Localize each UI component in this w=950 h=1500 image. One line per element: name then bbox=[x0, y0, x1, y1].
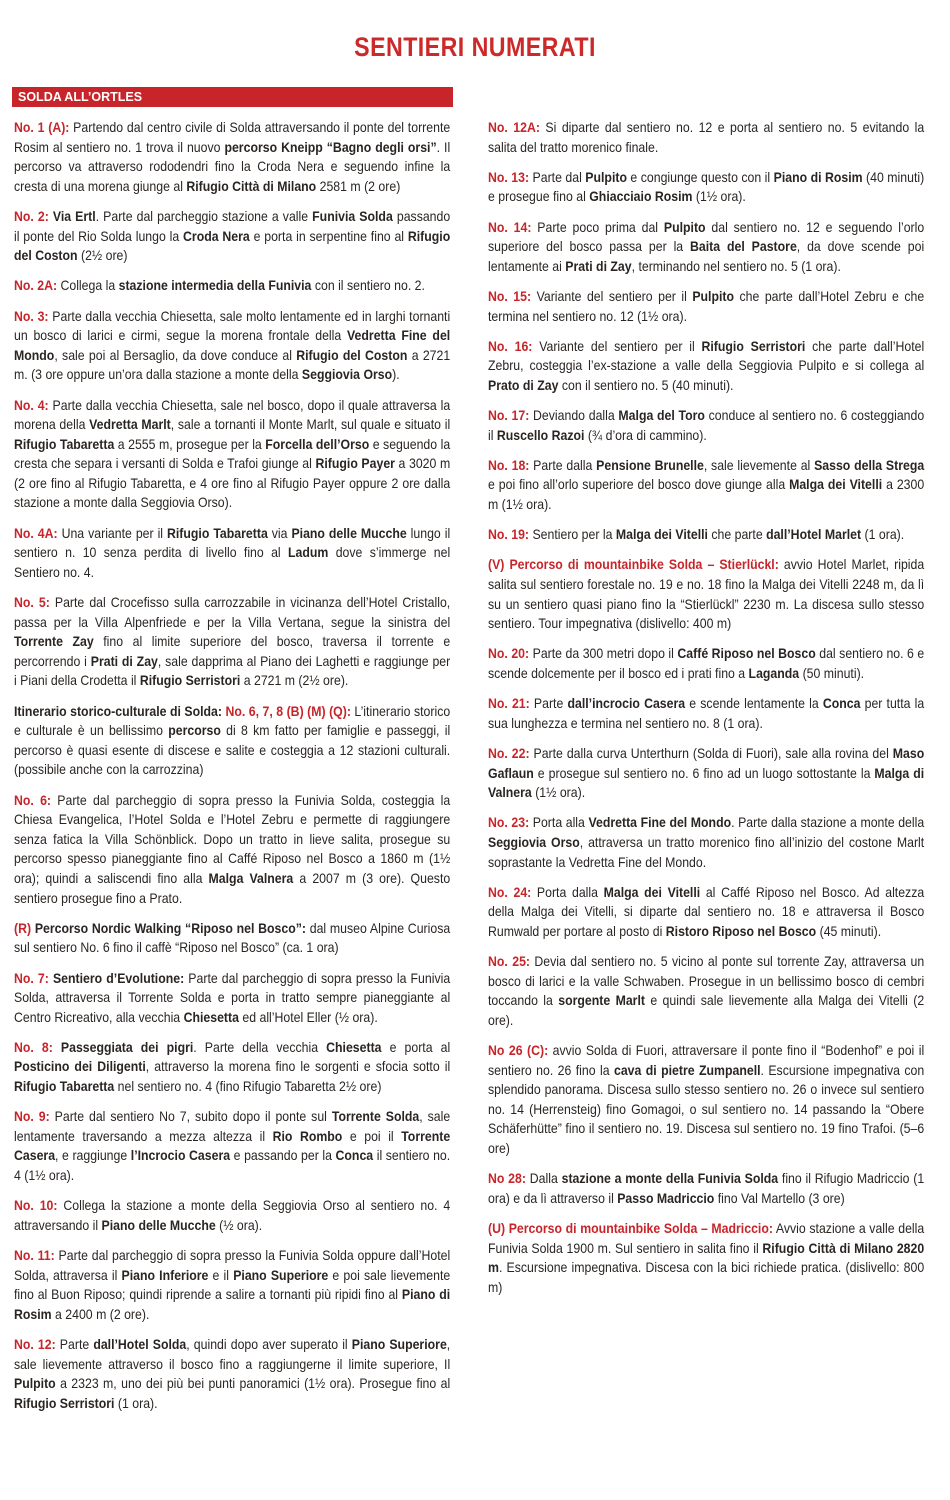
trail-text: Porta alla bbox=[529, 815, 589, 831]
trail-label: No. 1 (A): bbox=[14, 120, 70, 135]
trail-label: No. 14: bbox=[488, 219, 532, 235]
trail-entry bbox=[14, 1107, 450, 1185]
bold-term: Piano di Rosim bbox=[14, 1287, 451, 1322]
bold-term: Posticino dei Diligenti bbox=[14, 1059, 146, 1075]
trail-text: a 2721 m. (3 ore oppure un’ora dalla stazione a monte della bbox=[14, 347, 451, 383]
trail-text: ed all’Hotel Eller (½ ora). bbox=[238, 1009, 378, 1025]
trail-text: , sale poi al Bersaglio, da dove conduce al bbox=[54, 347, 297, 363]
trail-label: No. 18: bbox=[488, 457, 530, 473]
trail-text: e il bbox=[208, 1267, 234, 1283]
trail-text: con il sentiero no. 2. bbox=[311, 278, 425, 294]
trail-label: No. 13: bbox=[488, 169, 530, 185]
trail-text: che parte bbox=[707, 527, 767, 543]
bold-term: stazione intermedia della Funivia bbox=[118, 278, 312, 294]
bold-term: Rio Rombo bbox=[272, 1128, 343, 1144]
trail-entry bbox=[488, 118, 924, 157]
bold-term: Piano delle Mucche bbox=[101, 1217, 216, 1233]
trail-entry bbox=[14, 702, 450, 780]
trail-text: , sale a tornanti il Monte Marlt, sul quale e situato il bbox=[170, 417, 451, 433]
trail-text: con il sentiero no. 5 (40 minuti). bbox=[558, 377, 734, 393]
trail-text: a 2721 m (2½ ore). bbox=[240, 673, 349, 689]
bold-term: Maso Gaflaun bbox=[488, 745, 925, 781]
trail-entry bbox=[488, 168, 924, 207]
trail-text: passando il ponte del Rio Solda lungo la bbox=[14, 208, 451, 244]
trail-entry bbox=[14, 276, 450, 296]
trail-text: , terminando nel sentiero no. 5 (1 ora). bbox=[631, 258, 841, 274]
bold-term: Percorso Nordic Walking “Riposo nel Bosco”: bbox=[31, 920, 306, 936]
trail-text: (1 ora). bbox=[114, 1395, 158, 1411]
trail-text: a 2300 m (1½ ora). bbox=[488, 477, 925, 513]
trail-text: al Caffé Riposo nel Bosco. Ad altezza della Malga dei Vitelli, si diparte dal sentiero no. 18 e attraversa il Bosco Rumwald per portare al posto di bbox=[488, 884, 925, 939]
section-title: SOLDA ALL’ORTLES bbox=[18, 90, 143, 104]
trail-text: di 8 km fatto per famiglie e passeggi, il percorso è quasi esente di discese e salite e costeggia a 12 stazioni culturali. (possibile anche con la carrozzina) bbox=[14, 723, 451, 778]
bold-term: Piano Superiore bbox=[351, 1336, 447, 1352]
bold-term: stazione a monte della Funivia Solda bbox=[561, 1171, 779, 1187]
trail-entry bbox=[488, 337, 924, 396]
trail-label: No. 8: bbox=[14, 1039, 53, 1055]
bold-term: Rifugio Tabaretta bbox=[14, 1079, 115, 1095]
bold-term: dall’Hotel Solda bbox=[93, 1336, 187, 1352]
trail-entry bbox=[488, 287, 924, 326]
trail-text: Parte dal parcheggio di sopra presso la Funivia Solda, costeggia la Chiesa Evangelica, l’Hotel Solda e l’Hotel Zebru e permette di raggiungere senza fatica la Villa Schönblick. Dopo un tratto in lieve salita, prosegue su percorso spesso pianeggiante fino al Caffé Riposo nel Bosco a 1860 m (1½ ora); quindi a saliscendi fino alla bbox=[14, 792, 451, 886]
right-column bbox=[488, 118, 924, 1308]
trail-label: No. 16: bbox=[488, 338, 533, 354]
trail-text: e porta in serpentine fino al bbox=[249, 228, 408, 244]
bold-term: Baita del Pastore bbox=[690, 239, 797, 255]
trail-label: No. 3: bbox=[14, 308, 49, 324]
trail-text: e seguendo la cresta che separa i versanti di Solda e Trafoi giunge al bbox=[14, 436, 451, 472]
bold-term: Piano Superiore bbox=[233, 1267, 329, 1283]
bold-term: Pensione Brunelle bbox=[596, 457, 704, 473]
bold-term: Piano delle Mucche bbox=[291, 525, 407, 541]
trail-label: No. 22: bbox=[488, 745, 530, 761]
trail-text: Parte dal parcheggio di sopra presso la Funivia Solda oppure dall’Hotel Solda, attraversa il bbox=[14, 1248, 451, 1283]
trail-entry bbox=[488, 406, 924, 445]
trail-text: conduce al sentiero no. 6 costeggiando il bbox=[488, 408, 925, 443]
bold-term: dall’incrocio Casera bbox=[567, 696, 686, 712]
trail-text: . Parte della vecchia bbox=[193, 1039, 327, 1055]
trail-text: , sale lievemente al bbox=[703, 457, 815, 473]
trail-text: Parte dal bbox=[529, 169, 586, 185]
bold-term: Via Ertl bbox=[52, 208, 96, 224]
trail-text: dal sentiero no. 12 e seguendo l’orlo superiore del bosco passa per la bbox=[488, 219, 925, 255]
trail-text: Sentiero per la bbox=[529, 527, 616, 543]
trail-text: (2½ ore) bbox=[77, 248, 128, 264]
bold-term: Pulpito bbox=[663, 219, 706, 235]
trail-entry bbox=[14, 1038, 450, 1097]
trail-label: No. 4: bbox=[14, 397, 49, 413]
bold-term: Malga dei Vitelli bbox=[789, 477, 883, 493]
bold-term: Rifugio Serristori bbox=[701, 338, 806, 354]
trail-label: No. 12: bbox=[14, 1336, 56, 1352]
trail-label: No. 9: bbox=[14, 1109, 50, 1125]
bold-term: sorgente Marlt bbox=[558, 993, 645, 1009]
trail-text: Deviando dalla bbox=[529, 408, 619, 424]
bold-term: Sentiero d’Evolutione: bbox=[48, 970, 185, 986]
bold-term: Prati di Zay bbox=[565, 258, 632, 274]
bold-term: Malga Valnera bbox=[208, 870, 294, 886]
bold-term: Ruscello Razoi bbox=[496, 427, 585, 443]
bold-term: Vedretta Fine del Mondo bbox=[588, 815, 732, 831]
trail-label: No. 25: bbox=[488, 954, 531, 970]
trail-text: lungo il sentiero n. 10 senza perdita di livello fino al bbox=[14, 525, 451, 561]
trail-text: e quindi sale lievemente alla Malga dei Vitelli (2 ore). bbox=[488, 993, 925, 1028]
trail-text: Collega la stazione a monte della Seggiovia Orso al sentiero no. 4 attraversando il bbox=[14, 1198, 451, 1233]
trail-text: avvio Solda di Fuori, attraversare il ponte fino il “Bodenhof” e poi il sentiero no. 26 fino la bbox=[488, 1043, 925, 1078]
bold-term: Itinerario storico-culturale di Solda: bbox=[14, 703, 226, 719]
bold-term: Piano Inferiore bbox=[121, 1267, 209, 1283]
trail-entry bbox=[488, 1169, 924, 1208]
trail-text: , da dove scende poi lentamente ai bbox=[488, 239, 925, 274]
trail-text: fino il Rifugio Madriccio (1 ora) e da lì attraverso il bbox=[488, 1171, 925, 1206]
bold-term: Ladum bbox=[288, 545, 329, 561]
trail-text: Devia dal sentiero no. 5 vicino al ponte sul torrente Zay, attraversa un bosco di larici e la valle Schwaben. Prosegue in un bellissimo bosco di cembri toccando la bbox=[488, 954, 925, 1009]
trail-text: Parte dal parcheggio di sopra presso la Funivia Solda, attraversa il Torrente Solda e porta in tratto sempre pianeggiante al Centro Ricreativo, alla vecchia bbox=[14, 970, 451, 1025]
bold-term: Malga di Valnera bbox=[488, 765, 925, 801]
bold-term: Rifugio Tabaretta bbox=[14, 436, 115, 452]
trail-entry bbox=[488, 525, 924, 545]
trail-entry bbox=[14, 791, 450, 909]
trail-entry bbox=[14, 919, 450, 958]
trail-label: No. 2A: bbox=[14, 278, 58, 294]
bold-term: Rifugio Payer bbox=[315, 456, 395, 472]
trail-text: , quindi dopo aver superato il bbox=[186, 1336, 352, 1352]
trail-label: No. 6: bbox=[14, 792, 52, 808]
trail-text: (1 ora). bbox=[861, 527, 905, 543]
trail-entry bbox=[488, 694, 924, 733]
bold-term: Ristoro Riposo nel Bosco bbox=[665, 923, 817, 939]
bold-term: Malga del Toro bbox=[618, 408, 705, 424]
bold-term: Prato di Zay bbox=[488, 377, 559, 393]
bold-term: Rifugio Città di Milano 2820 m bbox=[488, 1240, 925, 1276]
trail-label: No. 15: bbox=[488, 288, 532, 304]
trail-text: dal museo Alpine Curiosa sul sentiero No. 6 fino il caffè “Riposo nel Bosco” (ca. 1 ora) bbox=[14, 920, 451, 956]
trail-label: (R) bbox=[14, 920, 32, 936]
trail-text: a 2323 m, uno dei più bei punti panoramici (1½ ora). Prosegue fino al bbox=[55, 1376, 451, 1392]
trail-text: Parte da 300 metri dopo il bbox=[529, 646, 678, 662]
trail-text: , sale lentamente traversando a mezza altezza il bbox=[14, 1109, 451, 1144]
bold-term: Ghiacciaio Rosim bbox=[589, 189, 693, 205]
bold-term: Seggiovia Orso bbox=[488, 834, 580, 850]
trail-text: a 2400 m (2 ore). bbox=[51, 1306, 150, 1322]
trail-text: Parte dal Crocefisso sulla carrozzabile in vicinanza dell’Hotel Cristallo, passa per la Villa Alpenfriede e per la Villa Vertana, segue la sinistra del bbox=[14, 595, 451, 630]
trail-label: No. 5: bbox=[14, 595, 50, 611]
trail-text: . Parte dal parcheggio stazione a valle bbox=[95, 208, 313, 224]
trail-text: e passando per la bbox=[230, 1148, 336, 1164]
bold-term: dall’Hotel Marlet bbox=[766, 527, 862, 543]
trail-text: 2581 m (2 ore) bbox=[316, 178, 401, 194]
trail-entry bbox=[14, 969, 450, 1028]
trail-entry bbox=[488, 1041, 924, 1159]
bold-term: percorso Kneipp “Bagno degli orsi” bbox=[224, 139, 437, 155]
trail-label: No. 12A: bbox=[488, 120, 540, 135]
trail-label: No. 11: bbox=[14, 1248, 55, 1263]
bold-term: Croda Nera bbox=[183, 228, 250, 244]
bold-term: Vedretta Marlt bbox=[89, 417, 171, 433]
trail-text: e poi il bbox=[342, 1128, 402, 1144]
trail-text: a 2007 m (3 ore). Questo sentiero prosegue fino a Prato. bbox=[14, 870, 451, 906]
trail-text: e porta al bbox=[381, 1039, 451, 1055]
trail-entry bbox=[14, 1196, 450, 1235]
trail-text: , e raggiunge bbox=[55, 1148, 131, 1164]
bold-term: Vedretta Fine del Mondo bbox=[14, 328, 451, 363]
trail-entry bbox=[488, 218, 924, 277]
trail-entry bbox=[488, 744, 924, 803]
bold-term: Seggiovia Orso bbox=[301, 367, 393, 383]
bold-term: Conca bbox=[822, 696, 861, 712]
trail-text: , sale lievemente attraverso il bosco fino a raggiungerne il limite superiore, Il bbox=[14, 1336, 451, 1372]
bold-term: Passeggiata dei pigri bbox=[52, 1039, 194, 1055]
trail-label: (U) Percorso di mountainbike Solda – Madriccio: bbox=[488, 1221, 773, 1236]
bold-term: percorso bbox=[168, 723, 221, 739]
trail-text: e scende lentamente la bbox=[685, 696, 823, 712]
bold-term: Prati di Zay bbox=[90, 653, 158, 669]
trail-text: Parte dalla vecchia Chiesetta, sale molto lentamente ed in larghi tornanti un bosco di larici e cirmi, segue la morena frontale della bbox=[14, 308, 451, 344]
trail-text: Dalla bbox=[525, 1171, 562, 1187]
trail-text: Parte dalla curva Unterthurn (Solda di Fuori), sale alla rovina del bbox=[529, 745, 893, 761]
trail-text: ). bbox=[392, 367, 400, 383]
bold-term: l’Incrocio Casera bbox=[130, 1148, 231, 1164]
trail-text: Porta dalla bbox=[531, 884, 604, 900]
bold-term: Rifugio Serristori bbox=[139, 673, 241, 689]
trail-label: No 28: bbox=[488, 1171, 526, 1187]
trail-text: . Il percorso va attraverso rododendri fino la Croda Nera e seguendo infine la cresta di una morena giunge al bbox=[14, 139, 451, 194]
trail-text: , attraverso la morena fino le sorgenti e sfocia sotto il bbox=[145, 1059, 451, 1075]
trail-entry bbox=[14, 524, 450, 583]
trail-text: (40 minuti) e prosegue fino al bbox=[488, 169, 925, 205]
trail-text: che parte dall’Hotel Zebru, costeggia l’ex-stazione a valle della Seggiovia Pulpito e si collega al bbox=[488, 338, 925, 374]
trail-text: Parte bbox=[529, 696, 568, 712]
trail-text: fino Val Martello (3 ore) bbox=[714, 1190, 845, 1206]
bold-term: Rifugio del Coston bbox=[296, 347, 408, 363]
trail-text: che parte dall’Hotel Zebru e che termina nel sentiero no. 12 (1½ ora). bbox=[488, 288, 925, 324]
trail-label: No. 10: bbox=[14, 1198, 58, 1214]
trail-text: Parte poco prima dal bbox=[531, 219, 664, 235]
trail-text: (1½ ora). bbox=[692, 189, 746, 205]
trail-label: (V) Percorso di mountainbike Solda – Stierlückl: bbox=[488, 557, 779, 573]
bold-term: Rifugio Città di Milano bbox=[186, 178, 317, 194]
trail-text: Parte bbox=[55, 1336, 94, 1352]
trail-text: Variante del sentiero per il bbox=[531, 288, 693, 304]
trail-entry bbox=[488, 883, 924, 942]
trail-label: No. 24: bbox=[488, 884, 532, 900]
trail-text: e prosegue sul sentiero no. 6 fino ad un luogo sottostante la bbox=[533, 765, 875, 781]
trail-text: Una variante per il bbox=[57, 525, 168, 541]
trail-entry bbox=[488, 952, 924, 1030]
trail-text: , attraversa un tratto morenico fino all’inizio del costone Marlt soprastante la Vedretta Fine del Mondo. bbox=[488, 834, 925, 870]
bold-term: Rifugio Tabaretta bbox=[167, 525, 268, 541]
trail-entry bbox=[488, 555, 924, 633]
bold-term: Funivia Solda bbox=[312, 208, 393, 224]
trail-text: . Parte dalla stazione a monte della bbox=[731, 815, 925, 831]
trail-text: Parte dal sentiero No 7, subito dopo il ponte sul bbox=[49, 1109, 332, 1125]
trail-label: No. 20: bbox=[488, 646, 530, 662]
trail-entry bbox=[14, 207, 450, 266]
trail-text: Variante del sentiero per il bbox=[532, 338, 702, 354]
trail-label: No. 4A: bbox=[14, 525, 58, 541]
trail-text: Parte dalla bbox=[529, 457, 597, 473]
bold-term: Pulpito bbox=[14, 1376, 56, 1392]
bold-term: Rifugio del Coston bbox=[14, 228, 451, 264]
trail-text: Avvio stazione a valle della Funivia Solda 1900 m. Sul sentiero in salita fino il bbox=[488, 1221, 925, 1256]
bold-term: Piano di Rosim bbox=[773, 169, 863, 185]
section-header-bar bbox=[12, 87, 453, 107]
bold-term: Laganda bbox=[748, 666, 800, 681]
trail-entry bbox=[488, 456, 924, 515]
trail-text: L’itinerario storico e culturale è un bellissimo bbox=[14, 703, 451, 739]
trail-label: No. 2: bbox=[14, 208, 49, 224]
trail-label: No. 23: bbox=[488, 815, 530, 831]
bold-term: cava di pietre Zumpanell bbox=[613, 1062, 761, 1078]
bold-term: Chiesetta bbox=[183, 1009, 239, 1025]
trail-text: e poi sale lievemente fino al Buon Riposo; quindi riprende a salire a tornanti più ripidi fino al bbox=[14, 1267, 451, 1303]
trail-entry bbox=[14, 307, 450, 385]
trail-text: a 3020 m (2 ore fino al Rifugio Tabaretta, e 4 ore fino al Rifugio Payer oppure 2 ore dalla stazione a monte dalla Seggiovia Orso). bbox=[14, 456, 451, 511]
trail-text: (45 minuti). bbox=[816, 923, 882, 939]
bold-term: Rifugio Serristori bbox=[14, 1395, 115, 1411]
trail-entry bbox=[14, 118, 450, 196]
bold-term: Pulpito bbox=[692, 288, 735, 304]
trail-text: per tutta la sua lunghezza e termina nel sentiero no. 8 (1 ora). bbox=[488, 696, 925, 731]
page-title: SENTIERI NUMERATI bbox=[354, 32, 596, 62]
trail-text: e poi fino all’orlo superiore del bosco dove giunge alla bbox=[488, 477, 790, 493]
trail-text: (1½ ora). bbox=[531, 785, 586, 801]
trail-label: No. 6, 7, 8 (B) (M) (Q): bbox=[225, 703, 351, 719]
trail-entry bbox=[14, 593, 450, 691]
trail-text: Parte dalla vecchia Chiesetta, sale nel bosco, dopo il quale attraversa la morena della bbox=[14, 397, 451, 433]
trail-text: nel sentiero no. 4 (fino Rifugio Tabaretta 2½ ore) bbox=[114, 1079, 382, 1095]
bold-term: Malga dei Vitelli bbox=[615, 527, 708, 543]
trail-label: No 26 (C): bbox=[488, 1043, 549, 1059]
trail-label: No. 17: bbox=[488, 408, 530, 424]
trail-text: il sentiero no. 4 (1½ ora). bbox=[14, 1148, 451, 1184]
bold-term: Torrente Casera bbox=[14, 1128, 451, 1164]
bold-term: Torrente Zay bbox=[14, 634, 94, 650]
bold-term: Caffé Riposo nel Bosco bbox=[677, 646, 816, 662]
trail-text: Collega la bbox=[57, 278, 119, 294]
trail-entry bbox=[14, 1246, 450, 1324]
trail-text: dove s’immerge nel Sentiero no. 4. bbox=[14, 545, 451, 580]
left-column bbox=[14, 118, 450, 1424]
bold-term: Forcella dell’Orso bbox=[265, 436, 370, 452]
trail-text: Si diparte dal sentiero no. 12 e porta al sentiero no. 5 evitando la salita del tratto morenico finale. bbox=[488, 120, 925, 155]
trail-text: (50 minuti). bbox=[799, 666, 865, 681]
trail-text: (½ ora). bbox=[215, 1217, 263, 1233]
trail-text: dal sentiero no. 6 e scende dolcemente per il bosco ed i prati fino a bbox=[488, 646, 925, 681]
trail-label: No. 21: bbox=[488, 696, 530, 712]
bold-term: Conca bbox=[335, 1148, 374, 1164]
trail-text: fino al limite superiore del bosco, traversa il torrente e percorrendo i bbox=[14, 634, 451, 669]
trail-entry bbox=[488, 644, 924, 683]
trail-label: No. 19: bbox=[488, 527, 530, 543]
trail-entry bbox=[14, 396, 450, 514]
trail-entry bbox=[488, 813, 924, 872]
trail-text: via bbox=[267, 525, 292, 541]
trail-text: . Escursione impegnativa con splendido panorama. Discesa sullo stesso sentiero no. 26 o invece sul sentiero no. 14 (Herrensteig) fino Gomagoi, o sul sentiero no. 14 passando la “Obere Schäferhütte” fino il sentiero no. 19. Discesa sul sentiero no. 19 fino Trafoi. (5–6 ore) bbox=[488, 1062, 925, 1157]
bold-term: Malga dei Vitelli bbox=[603, 884, 701, 900]
trail-text: a 2555 m, prosegue per la bbox=[114, 436, 266, 452]
trail-entry bbox=[488, 1219, 924, 1297]
bold-term: Passo Madriccio bbox=[617, 1190, 715, 1206]
trail-label: No. 7: bbox=[14, 970, 49, 986]
bold-term: Torrente Solda bbox=[331, 1109, 420, 1125]
trail-text: e congiunge questo con il bbox=[626, 169, 774, 185]
trail-text: avvio Hotel Marlet, ripida salita sul sentiero forestale no. 19 e no. 18 fino la Malga dei Vitelli 2248 m, da lì su un sentiero quasi piano fino la “Stierlückl” 2230 m. La discesa sullo stesso sentiero. Tour impegnativa (dislivello: 400 m) bbox=[488, 557, 925, 632]
trail-text: Partendo dal centro civile di Solda attraversando il ponte del torrente Rosim al sentiero no. 1 trova il nuovo bbox=[14, 120, 451, 155]
trail-entry bbox=[14, 1335, 450, 1413]
bold-term: Sasso della Strega bbox=[814, 457, 925, 473]
trail-text: , sale dapprima al Piano dei Laghetti e raggiunge per i Piani della Crodetta il bbox=[14, 653, 451, 689]
bold-term: Pulpito bbox=[585, 169, 627, 185]
trail-text: . Escursione impegnativa. Discesa con la bici richiede pratica. (dislivello: 800 m) bbox=[488, 1260, 925, 1295]
trail-text: (¾ d’ora di cammino). bbox=[584, 427, 707, 443]
bold-term: Chiesetta bbox=[326, 1039, 382, 1055]
